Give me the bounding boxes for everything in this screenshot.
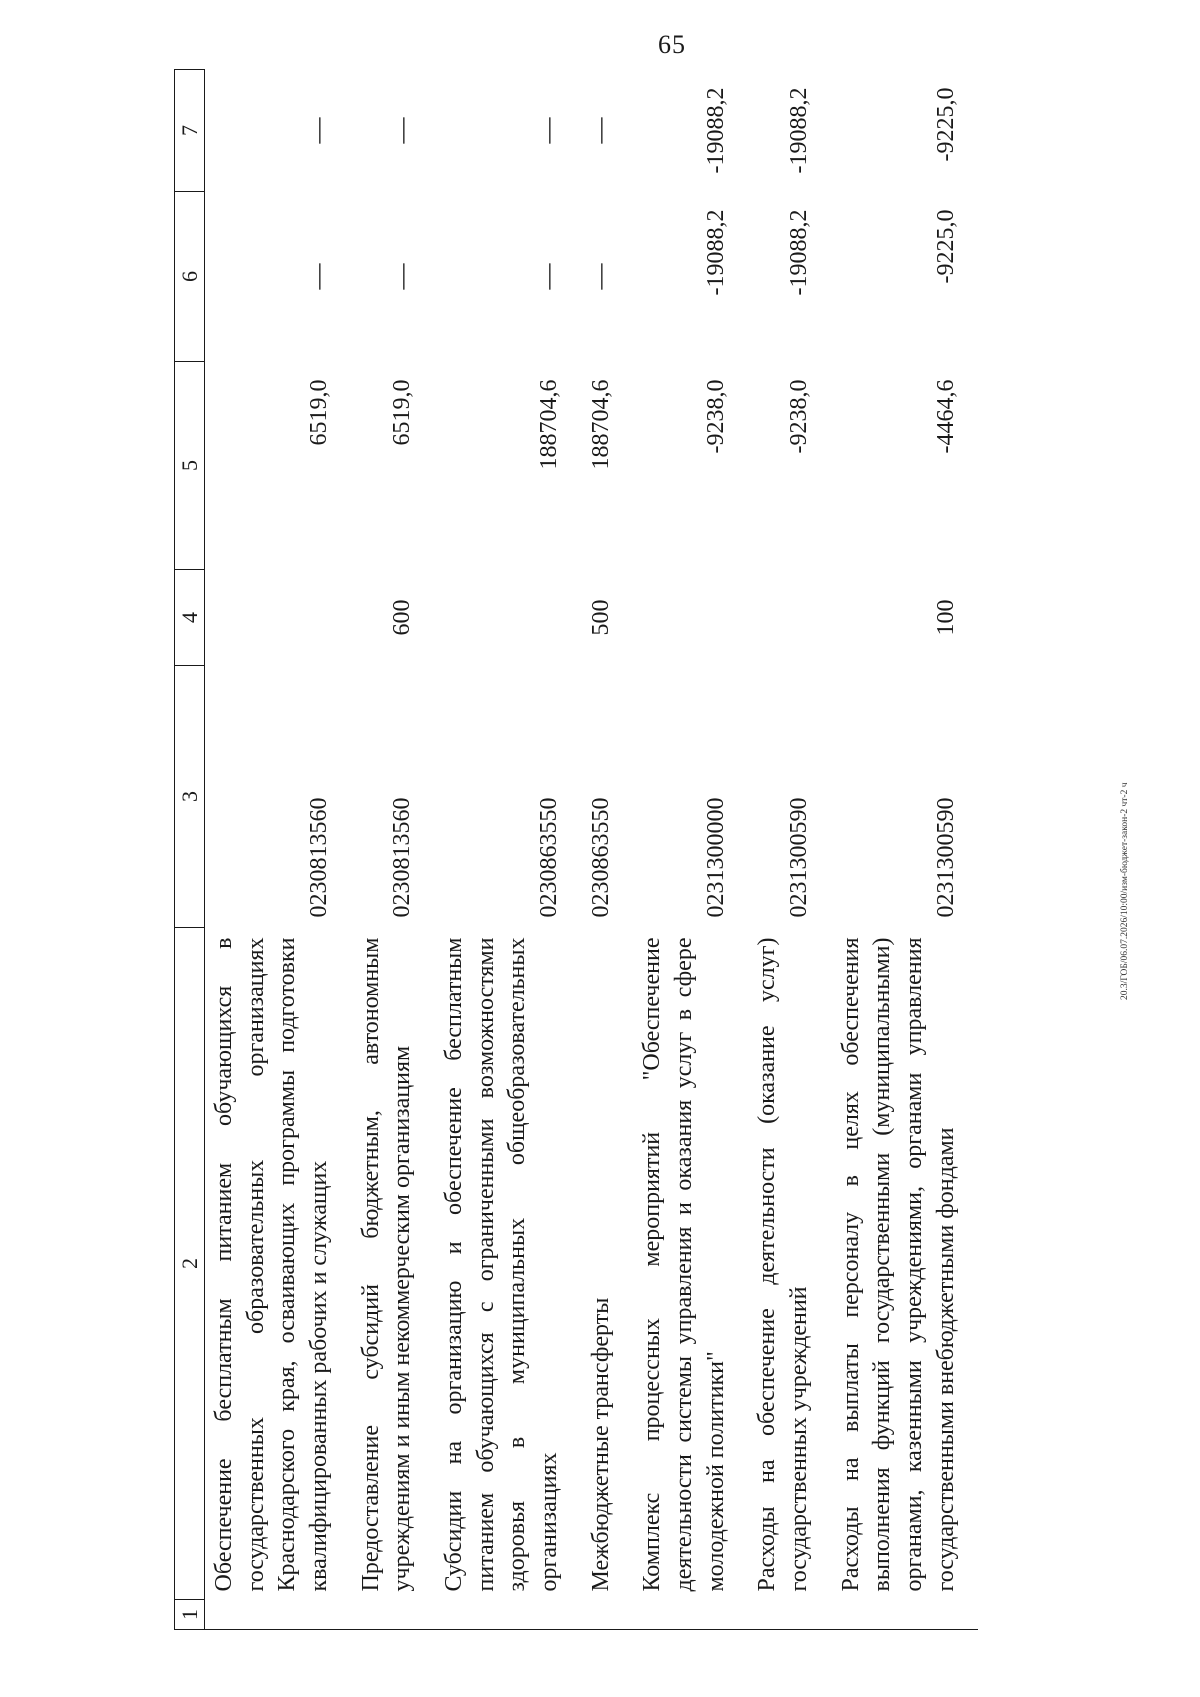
budget-table-container	[174, 70, 1076, 1630]
table-row	[832, 70, 979, 1630]
document-footer-code: 20.3/ГОБ/06.07.2026/10:00/изм-бюджет-закон-2 чт-2 ч	[1120, 782, 1130, 1000]
row-col-5: 188704,6	[587, 379, 614, 470]
row-col-6: —	[585, 263, 615, 290]
row-col-6: -19088,2	[702, 209, 729, 296]
table-body	[205, 70, 979, 1630]
row-kind	[633, 570, 748, 666]
page-number: 65	[658, 30, 686, 59]
row-col-5: -9238,0	[702, 379, 729, 454]
row-code: 0230863550	[536, 797, 563, 918]
row-col-7: -19088,2	[702, 87, 729, 174]
row-col-1	[435, 1600, 582, 1630]
row-code: 0231300590	[932, 797, 959, 918]
table-row	[205, 70, 352, 1630]
header-col-2: 2	[175, 928, 205, 1600]
row-col-5: 6519,0	[389, 379, 416, 446]
row-description: Субсидии на организацию и обеспечение бесплатным питанием обучающихся с ограниченными возможностями здоровья в муниципальных общеобразовательных организациях	[441, 937, 563, 1592]
table-header-row	[175, 70, 205, 1630]
row-col-7: —	[585, 117, 615, 144]
row-col-1	[582, 1600, 634, 1630]
row-col-1	[205, 1600, 352, 1630]
row-col-6: -9225,0	[932, 209, 959, 284]
table-header	[175, 70, 205, 1630]
row-col-7: —	[386, 117, 416, 144]
row-kind	[435, 570, 582, 666]
row-col-6: —	[386, 263, 416, 290]
row-col-7: -19088,2	[786, 87, 813, 174]
row-code: 0231300590	[786, 797, 813, 918]
table-row	[435, 70, 582, 1630]
row-code: 0230813560	[306, 797, 333, 918]
row-col-6: -19088,2	[786, 209, 813, 296]
header-col-1: 1	[175, 1600, 205, 1630]
row-col-1	[633, 1600, 748, 1630]
row-kind	[748, 570, 831, 666]
row-description: Расходы на выплаты персоналу в целях обеспечения выполнения функций государственными (муниципальными) органами, казенными учреждениями, органами управления государственными внебюджетными фондами	[837, 937, 959, 1592]
header-col-3: 3	[175, 666, 205, 928]
table-row	[748, 70, 831, 1630]
row-col-1	[832, 1600, 979, 1630]
row-kind: 500	[587, 599, 614, 636]
row-description: Комплекс процессных мероприятий "Обеспечение деятельности системы управления и оказания услуг в сфере молодежной политики"	[639, 937, 729, 1592]
row-col-5: -9238,0	[786, 379, 813, 454]
row-code: 0230813560	[389, 797, 416, 918]
header-col-7: 7	[175, 70, 205, 192]
row-description: Обеспечение бесплатным питанием обучающихся в государственных образовательных организациях Краснодарского края, осваивающих программы подготовки квалифицированных рабочих и служащих	[211, 937, 333, 1592]
row-col-5: -4464,6	[932, 379, 959, 454]
row-description: Межбюджетные трансферты	[587, 1297, 614, 1592]
row-col-7: -9225,0	[932, 87, 959, 162]
budget-table	[174, 69, 978, 1630]
row-col-5: 6519,0	[306, 379, 333, 446]
row-col-6: —	[533, 263, 563, 290]
row-col-5: 188704,6	[536, 379, 563, 470]
row-col-1	[748, 1600, 831, 1630]
header-col-5: 5	[175, 362, 205, 570]
row-code: 0231300000	[702, 797, 729, 918]
table-row	[352, 70, 435, 1630]
table-row	[582, 70, 634, 1630]
row-description: Предоставление субсидий бюджетным, автономным учреждениям и иным некоммерческим организациям	[357, 937, 416, 1592]
row-col-7: —	[303, 117, 333, 144]
row-col-6: —	[303, 263, 333, 290]
table-row	[633, 70, 748, 1630]
row-code: 0230863550	[587, 797, 614, 918]
row-col-7: —	[533, 117, 563, 144]
row-description: Расходы на обеспечение деятельности (оказание услуг) государственных учреждений	[754, 937, 813, 1592]
row-kind: 100	[932, 599, 959, 636]
header-col-4: 4	[175, 570, 205, 666]
header-col-6: 6	[175, 192, 205, 362]
row-col-1	[352, 1600, 435, 1630]
row-kind	[205, 570, 352, 666]
row-kind: 600	[389, 599, 416, 636]
